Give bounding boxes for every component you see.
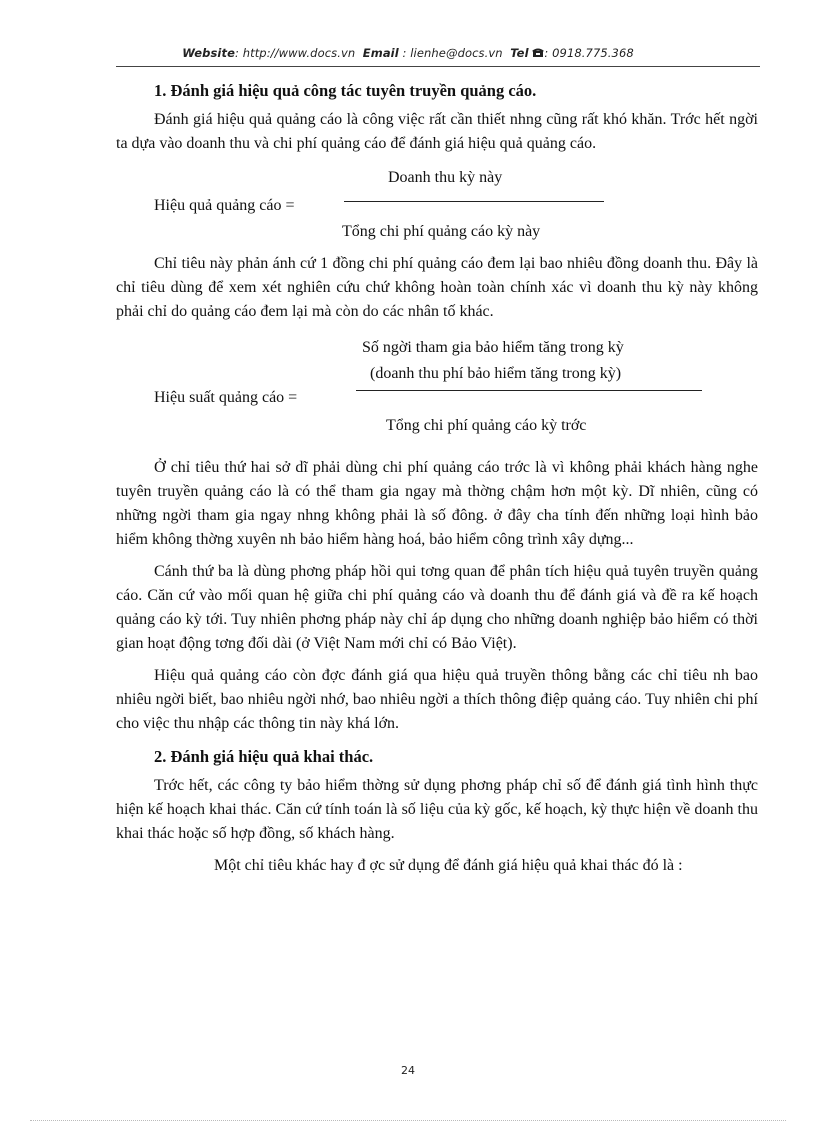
formula1-denominator: Tổng chi phí quảng cáo kỳ này (342, 223, 541, 240)
document-body (116, 78, 758, 878)
website-label: Website (182, 46, 235, 60)
section2-paragraph-1: Trớc hết, các công ty bảo hiểm thờng sử dụng phơng pháp chỉ số để đánh giá tình hình thực hiện kế hoạch khai thác. Căn cứ tính toán là số liệu của kỳ gốc, kế hoạch, kỳ thực hiện về doanh thu khai thác hoặc số hợp đồng, số khách hàng. (116, 777, 758, 842)
telephone-icon (532, 47, 544, 61)
formula2-denominator: Tổng chi phí quảng cáo kỳ trớc (386, 417, 587, 434)
formula-hieu-suat (116, 332, 758, 444)
formula2-numerator-line2: (doanh thu phí bảo hiểm tăng trong kỳ) (370, 365, 622, 382)
email-label: Email (362, 46, 399, 60)
section1-paragraph-4: Cánh thứ ba là dùng phơng pháp hồi qui tơng quan để phân tích hiệu quả tuyên truyền quảng cáo. Căn cứ vào mối quan hệ giữa chi phí quảng cáo và doanh thu để đánh giá và đề ra kế hoạch quảng cáo kỳ tới. Tuy nhiên phơng pháp này chỉ áp dụng cho những doanh nghiệp bảo hiểm có thời gian hoạt động tơng đối dài (ở Việt Nam mới chỉ có Bảo Việt). (116, 563, 758, 652)
section1-paragraph-1: Đánh giá hiệu quả quảng cáo là công việc rất cần thiết nhng cũng rất khó khăn. Trớc hết ngời ta dựa vào doanh thu và chi phí quảng cáo để đánh giá hiệu quả quảng cáo. (116, 111, 758, 152)
section1-paragraph-3: Ở chỉ tiêu thứ hai sở dĩ phải dùng chi phí quảng cáo trớc là vì không phải khách hàng nghe tuyên truyền quảng cáo là có thể tham gia ngay mà thờng chậm hơn một kỳ. Dĩ nhiên, cũng có những ngời tham gia ngay nhng không phải là số đông. ở đây cha tính đến những loại hình bảo hiểm không thờng xuyên nh bảo hiểm hàng hoá, bảo hiểm công trình xây dựng... (116, 459, 758, 548)
header-rule (116, 66, 760, 67)
section2-paragraph-2: Một chỉ tiêu khác hay đ ợc sử dụng để đánh giá hiệu quả khai thác đó là : (214, 857, 683, 874)
formula-hieu-qua (116, 164, 758, 246)
formula1-label: Hiệu quả quảng cáo = (154, 197, 295, 214)
section1-paragraph-2: Chỉ tiêu này phản ánh cứ 1 đồng chi phí quảng cáo đem lại bao nhiêu đồng doanh thu. Đây là chỉ tiêu dùng để xem xét nghiên cứu chứ không hoàn toàn chính xác vì doanh thu kỳ này không phải chỉ do quảng cáo đem lại mà còn do các nhân tố khác. (116, 255, 758, 320)
formula1-fraction-bar (344, 201, 604, 202)
formula2-label: Hiệu suất quảng cáo = (154, 389, 298, 406)
email-value: : lienhe@docs.vn (402, 46, 503, 60)
tel-label: Tel (510, 46, 529, 60)
formula1-numerator: Doanh thu kỳ này (388, 169, 503, 186)
formula2-fraction-bar (356, 390, 702, 391)
page-header (0, 46, 816, 61)
section1-paragraph-5: Hiệu quả quảng cáo còn đợc đánh giá qua hiệu quả truyền thông bằng các chỉ tiêu nh bao nhiêu ngời biết, bao nhiêu ngời nhớ, bao nhiêu ngời a thích thông điệp quảng cáo. Tuy nhiên chi phí cho việc thu nhập các thông tin này khá lớn. (116, 667, 758, 732)
page-bottom-border (30, 1120, 786, 1121)
page-number: 24 (401, 1064, 415, 1077)
tel-value: : 0918.775.368 (544, 46, 634, 60)
section1-heading: 1. Đánh giá hiệu quả công tác tuyên truyền quảng cáo. (154, 81, 537, 100)
website-value: : http://www.docs.vn (234, 46, 356, 60)
formula2-numerator-line1: Số ngời tham gia bảo hiểm tăng trong kỳ (362, 339, 624, 356)
section2-heading: 2. Đánh giá hiệu quả khai thác. (154, 747, 374, 766)
